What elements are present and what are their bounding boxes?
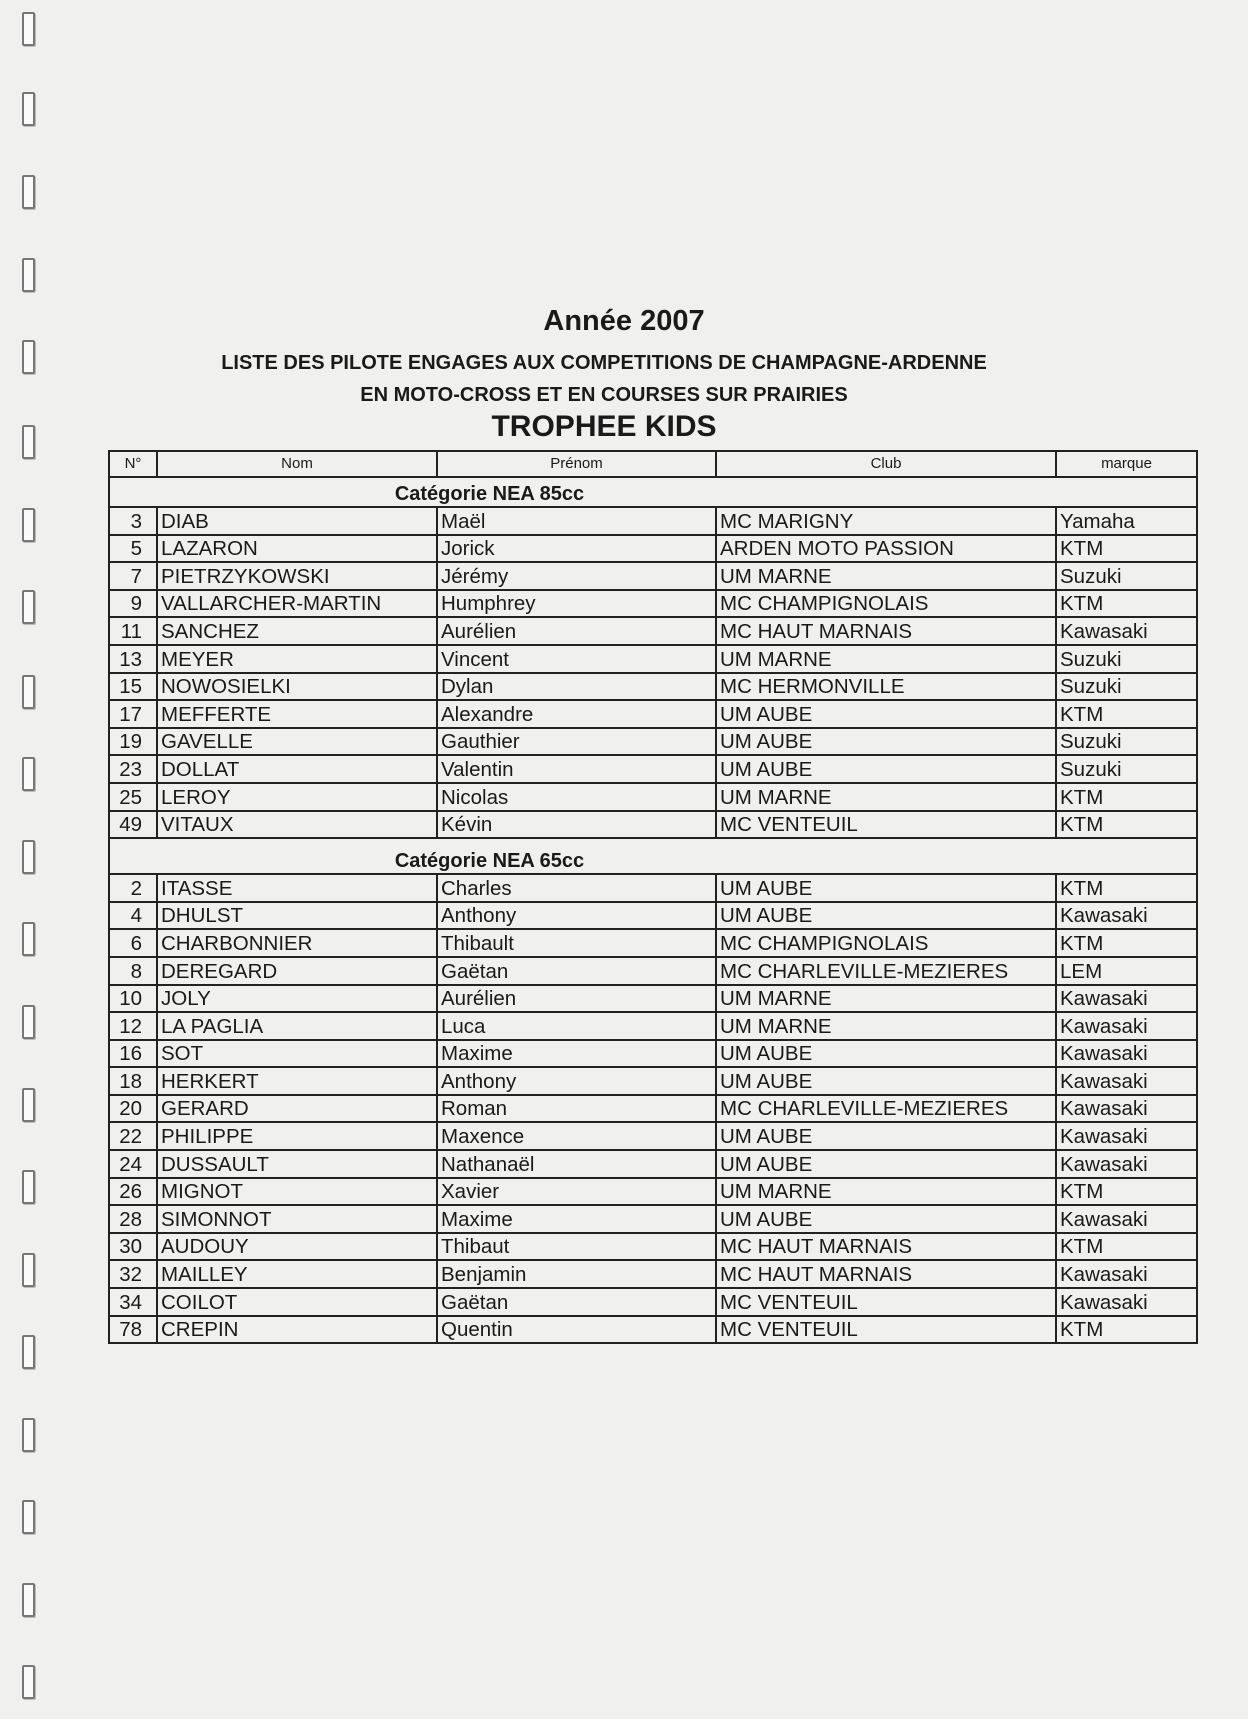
cell-marque: KTM bbox=[1056, 1233, 1197, 1261]
binding-hole bbox=[22, 1005, 35, 1039]
cell-num: 5 bbox=[109, 535, 157, 563]
cell-club: UM AUBE bbox=[716, 1067, 1056, 1095]
cell-nom: ITASSE bbox=[157, 874, 437, 902]
cell-club: UM MARNE bbox=[716, 783, 1056, 811]
cell-nom: COILOT bbox=[157, 1288, 437, 1316]
cell-prenom: Thibaut bbox=[437, 1233, 716, 1261]
table-row bbox=[109, 874, 1197, 902]
cell-club: UM MARNE bbox=[716, 1178, 1056, 1206]
cell-club: UM MARNE bbox=[716, 985, 1056, 1013]
table-row bbox=[109, 1205, 1197, 1233]
cell-prenom: Alexandre bbox=[437, 700, 716, 728]
cell-marque: Suzuki bbox=[1056, 645, 1197, 673]
cell-marque: Suzuki bbox=[1056, 728, 1197, 756]
binding-hole bbox=[22, 1253, 35, 1287]
cell-nom: MEYER bbox=[157, 645, 437, 673]
table-row bbox=[109, 1095, 1197, 1123]
table-row bbox=[109, 1316, 1197, 1344]
cell-club: UM MARNE bbox=[716, 562, 1056, 590]
cell-prenom: Charles bbox=[437, 874, 716, 902]
cell-nom: VITAUX bbox=[157, 811, 437, 839]
category-label: Catégorie NEA 65cc bbox=[109, 838, 1056, 874]
cell-marque: Kawasaki bbox=[1056, 1260, 1197, 1288]
cell-club: UM AUBE bbox=[716, 700, 1056, 728]
trophy-title: TROPHEE KIDS bbox=[491, 410, 717, 443]
cell-num: 24 bbox=[109, 1150, 157, 1178]
year-title: Année 2007 bbox=[543, 305, 705, 337]
table-row bbox=[109, 1067, 1197, 1095]
table-row bbox=[109, 728, 1197, 756]
cell-nom: LEROY bbox=[157, 783, 437, 811]
cell-marque: Kawasaki bbox=[1056, 1040, 1197, 1068]
binding-hole bbox=[22, 590, 35, 624]
cell-nom: HERKERT bbox=[157, 1067, 437, 1095]
header-nom: Nom bbox=[157, 451, 437, 477]
cell-num: 11 bbox=[109, 617, 157, 645]
cell-num: 15 bbox=[109, 673, 157, 701]
cell-club: MC HAUT MARNAIS bbox=[716, 617, 1056, 645]
cell-prenom: Nicolas bbox=[437, 783, 716, 811]
binding-hole bbox=[22, 675, 35, 709]
cell-prenom: Roman bbox=[437, 1095, 716, 1123]
cell-club: MC CHARLEVILLE-MEZIERES bbox=[716, 957, 1056, 985]
table-header-row bbox=[109, 451, 1197, 477]
header-marque: marque bbox=[1056, 451, 1197, 477]
cell-marque: LEM bbox=[1056, 957, 1197, 985]
cell-num: 78 bbox=[109, 1316, 157, 1344]
cell-nom: LA PAGLIA bbox=[157, 1012, 437, 1040]
cell-num: 34 bbox=[109, 1288, 157, 1316]
cell-num: 7 bbox=[109, 562, 157, 590]
cell-nom: AUDOUY bbox=[157, 1233, 437, 1261]
cell-num: 30 bbox=[109, 1233, 157, 1261]
cell-prenom: Aurélien bbox=[437, 985, 716, 1013]
cell-num: 9 bbox=[109, 590, 157, 618]
subtitle-line-1: LISTE DES PILOTE ENGAGES AUX COMPETITIONS DE CHAMPAGNE-ARDENNE bbox=[221, 352, 987, 374]
category-row bbox=[109, 838, 1197, 874]
cell-prenom: Kévin bbox=[437, 811, 716, 839]
cell-marque: KTM bbox=[1056, 874, 1197, 902]
cell-num: 18 bbox=[109, 1067, 157, 1095]
cell-club: UM MARNE bbox=[716, 1012, 1056, 1040]
category-row bbox=[109, 477, 1197, 507]
cell-club: UM AUBE bbox=[716, 1150, 1056, 1178]
cell-marque: Kawasaki bbox=[1056, 1012, 1197, 1040]
cell-nom: JOLY bbox=[157, 985, 437, 1013]
cell-prenom: Gaëtan bbox=[437, 1288, 716, 1316]
cell-prenom: Gaëtan bbox=[437, 957, 716, 985]
cell-num: 23 bbox=[109, 755, 157, 783]
cell-marque: KTM bbox=[1056, 590, 1197, 618]
binding-hole bbox=[22, 508, 35, 542]
cell-prenom: Maël bbox=[437, 507, 716, 535]
table-row bbox=[109, 562, 1197, 590]
cell-marque: Suzuki bbox=[1056, 673, 1197, 701]
cell-marque: KTM bbox=[1056, 783, 1197, 811]
cell-nom: GAVELLE bbox=[157, 728, 437, 756]
cell-num: 28 bbox=[109, 1205, 157, 1233]
cell-nom: PIETRZYKOWSKI bbox=[157, 562, 437, 590]
header-club: Club bbox=[716, 451, 1056, 477]
cell-marque: Kawasaki bbox=[1056, 1122, 1197, 1150]
cell-num: 25 bbox=[109, 783, 157, 811]
binding-hole bbox=[22, 922, 35, 956]
category-empty-cell bbox=[1056, 838, 1197, 874]
cell-prenom: Thibault bbox=[437, 929, 716, 957]
cell-nom: MAILLEY bbox=[157, 1260, 437, 1288]
cell-club: MC CHARLEVILLE-MEZIERES bbox=[716, 1095, 1056, 1123]
cell-club: ARDEN MOTO PASSION bbox=[716, 535, 1056, 563]
binding-hole bbox=[22, 1418, 35, 1452]
cell-num: 17 bbox=[109, 700, 157, 728]
table-row bbox=[109, 617, 1197, 645]
cell-club: MC CHAMPIGNOLAIS bbox=[716, 590, 1056, 618]
cell-prenom: Anthony bbox=[437, 1067, 716, 1095]
table-row bbox=[109, 645, 1197, 673]
table-row bbox=[109, 1040, 1197, 1068]
cell-prenom: Valentin bbox=[437, 755, 716, 783]
cell-prenom: Humphrey bbox=[437, 590, 716, 618]
table-row bbox=[109, 1260, 1197, 1288]
cell-num: 10 bbox=[109, 985, 157, 1013]
cell-club: UM AUBE bbox=[716, 1040, 1056, 1068]
cell-prenom: Luca bbox=[437, 1012, 716, 1040]
table-row bbox=[109, 535, 1197, 563]
cell-marque: Kawasaki bbox=[1056, 1288, 1197, 1316]
cell-club: MC HAUT MARNAIS bbox=[716, 1260, 1056, 1288]
binding-hole bbox=[22, 12, 35, 46]
cell-marque: Kawasaki bbox=[1056, 1150, 1197, 1178]
binding-hole bbox=[22, 1088, 35, 1122]
table-row bbox=[109, 1178, 1197, 1206]
cell-club: MC CHAMPIGNOLAIS bbox=[716, 929, 1056, 957]
cell-num: 12 bbox=[109, 1012, 157, 1040]
binding-hole bbox=[22, 175, 35, 209]
cell-num: 6 bbox=[109, 929, 157, 957]
cell-club: MC MARIGNY bbox=[716, 507, 1056, 535]
cell-num: 32 bbox=[109, 1260, 157, 1288]
binding-hole bbox=[22, 757, 35, 791]
cell-prenom: Maxime bbox=[437, 1205, 716, 1233]
table-row bbox=[109, 1288, 1197, 1316]
cell-prenom: Nathanaël bbox=[437, 1150, 716, 1178]
cell-prenom: Anthony bbox=[437, 902, 716, 930]
binding-hole bbox=[22, 840, 35, 874]
cell-nom: DHULST bbox=[157, 902, 437, 930]
table-row bbox=[109, 1233, 1197, 1261]
table-row bbox=[109, 1122, 1197, 1150]
cell-marque: Yamaha bbox=[1056, 507, 1197, 535]
cell-nom: VALLARCHER-MARTIN bbox=[157, 590, 437, 618]
cell-marque: KTM bbox=[1056, 700, 1197, 728]
cell-num: 4 bbox=[109, 902, 157, 930]
cell-nom: MEFFERTE bbox=[157, 700, 437, 728]
table-row bbox=[109, 673, 1197, 701]
cell-nom: DUSSAULT bbox=[157, 1150, 437, 1178]
cell-marque: Suzuki bbox=[1056, 755, 1197, 783]
cell-prenom: Jorick bbox=[437, 535, 716, 563]
binding-holes bbox=[22, 0, 52, 1719]
cell-nom: GERARD bbox=[157, 1095, 437, 1123]
binding-hole bbox=[22, 1583, 35, 1617]
table-row bbox=[109, 507, 1197, 535]
cell-marque: Kawasaki bbox=[1056, 1205, 1197, 1233]
binding-hole bbox=[22, 258, 35, 292]
table-row bbox=[109, 1150, 1197, 1178]
category-empty-cell bbox=[1056, 477, 1197, 507]
category-label: Catégorie NEA 85cc bbox=[109, 477, 1056, 507]
cell-club: UM MARNE bbox=[716, 645, 1056, 673]
cell-prenom: Maxence bbox=[437, 1122, 716, 1150]
cell-num: 16 bbox=[109, 1040, 157, 1068]
binding-hole bbox=[22, 1500, 35, 1534]
cell-nom: LAZARON bbox=[157, 535, 437, 563]
cell-club: MC HERMONVILLE bbox=[716, 673, 1056, 701]
table-row bbox=[109, 755, 1197, 783]
cell-prenom: Vincent bbox=[437, 645, 716, 673]
cell-nom: SANCHEZ bbox=[157, 617, 437, 645]
cell-nom: DIAB bbox=[157, 507, 437, 535]
cell-marque: KTM bbox=[1056, 1316, 1197, 1344]
cell-nom: SIMONNOT bbox=[157, 1205, 437, 1233]
cell-marque: KTM bbox=[1056, 1178, 1197, 1206]
cell-nom: DOLLAT bbox=[157, 755, 437, 783]
cell-marque: KTM bbox=[1056, 811, 1197, 839]
cell-prenom: Xavier bbox=[437, 1178, 716, 1206]
binding-hole bbox=[22, 92, 35, 126]
table-row bbox=[109, 783, 1197, 811]
cell-club: UM AUBE bbox=[716, 874, 1056, 902]
table-row bbox=[109, 985, 1197, 1013]
cell-marque: KTM bbox=[1056, 535, 1197, 563]
cell-prenom: Aurélien bbox=[437, 617, 716, 645]
cell-num: 13 bbox=[109, 645, 157, 673]
table-row bbox=[109, 700, 1197, 728]
cell-marque: Suzuki bbox=[1056, 562, 1197, 590]
cell-num: 3 bbox=[109, 507, 157, 535]
cell-club: MC HAUT MARNAIS bbox=[716, 1233, 1056, 1261]
cell-num: 20 bbox=[109, 1095, 157, 1123]
cell-club: MC VENTEUIL bbox=[716, 811, 1056, 839]
cell-marque: Kawasaki bbox=[1056, 1067, 1197, 1095]
cell-club: MC VENTEUIL bbox=[716, 1316, 1056, 1344]
cell-nom: SOT bbox=[157, 1040, 437, 1068]
cell-club: UM AUBE bbox=[716, 1122, 1056, 1150]
cell-prenom: Jérémy bbox=[437, 562, 716, 590]
cell-marque: KTM bbox=[1056, 929, 1197, 957]
cell-club: MC VENTEUIL bbox=[716, 1288, 1056, 1316]
cell-club: UM AUBE bbox=[716, 1205, 1056, 1233]
cell-nom: DEREGARD bbox=[157, 957, 437, 985]
cell-prenom: Maxime bbox=[437, 1040, 716, 1068]
cell-nom: PHILIPPE bbox=[157, 1122, 437, 1150]
pilot-table bbox=[108, 450, 1198, 1344]
binding-hole bbox=[22, 1170, 35, 1204]
table-row bbox=[109, 957, 1197, 985]
cell-prenom: Dylan bbox=[437, 673, 716, 701]
cell-num: 2 bbox=[109, 874, 157, 902]
cell-num: 19 bbox=[109, 728, 157, 756]
cell-nom: NOWOSIELKI bbox=[157, 673, 437, 701]
binding-hole bbox=[22, 1335, 35, 1369]
cell-num: 49 bbox=[109, 811, 157, 839]
table-row bbox=[109, 590, 1197, 618]
cell-club: UM AUBE bbox=[716, 902, 1056, 930]
header-num: N° bbox=[109, 451, 157, 477]
cell-prenom: Benjamin bbox=[437, 1260, 716, 1288]
cell-marque: Kawasaki bbox=[1056, 985, 1197, 1013]
cell-club: UM AUBE bbox=[716, 755, 1056, 783]
cell-num: 22 bbox=[109, 1122, 157, 1150]
header-prenom: Prénom bbox=[437, 451, 716, 477]
subtitle-line-2: EN MOTO-CROSS ET EN COURSES SUR PRAIRIES bbox=[360, 384, 848, 406]
table-row bbox=[109, 929, 1197, 957]
cell-prenom: Quentin bbox=[437, 1316, 716, 1344]
table-row bbox=[109, 902, 1197, 930]
cell-num: 26 bbox=[109, 1178, 157, 1206]
cell-nom: MIGNOT bbox=[157, 1178, 437, 1206]
cell-marque: Kawasaki bbox=[1056, 902, 1197, 930]
cell-marque: Kawasaki bbox=[1056, 617, 1197, 645]
cell-club: UM AUBE bbox=[716, 728, 1056, 756]
table-row bbox=[109, 811, 1197, 839]
binding-hole bbox=[22, 1665, 35, 1699]
cell-nom: CREPIN bbox=[157, 1316, 437, 1344]
cell-num: 8 bbox=[109, 957, 157, 985]
table-row bbox=[109, 1012, 1197, 1040]
cell-marque: Kawasaki bbox=[1056, 1095, 1197, 1123]
cell-prenom: Gauthier bbox=[437, 728, 716, 756]
cell-nom: CHARBONNIER bbox=[157, 929, 437, 957]
